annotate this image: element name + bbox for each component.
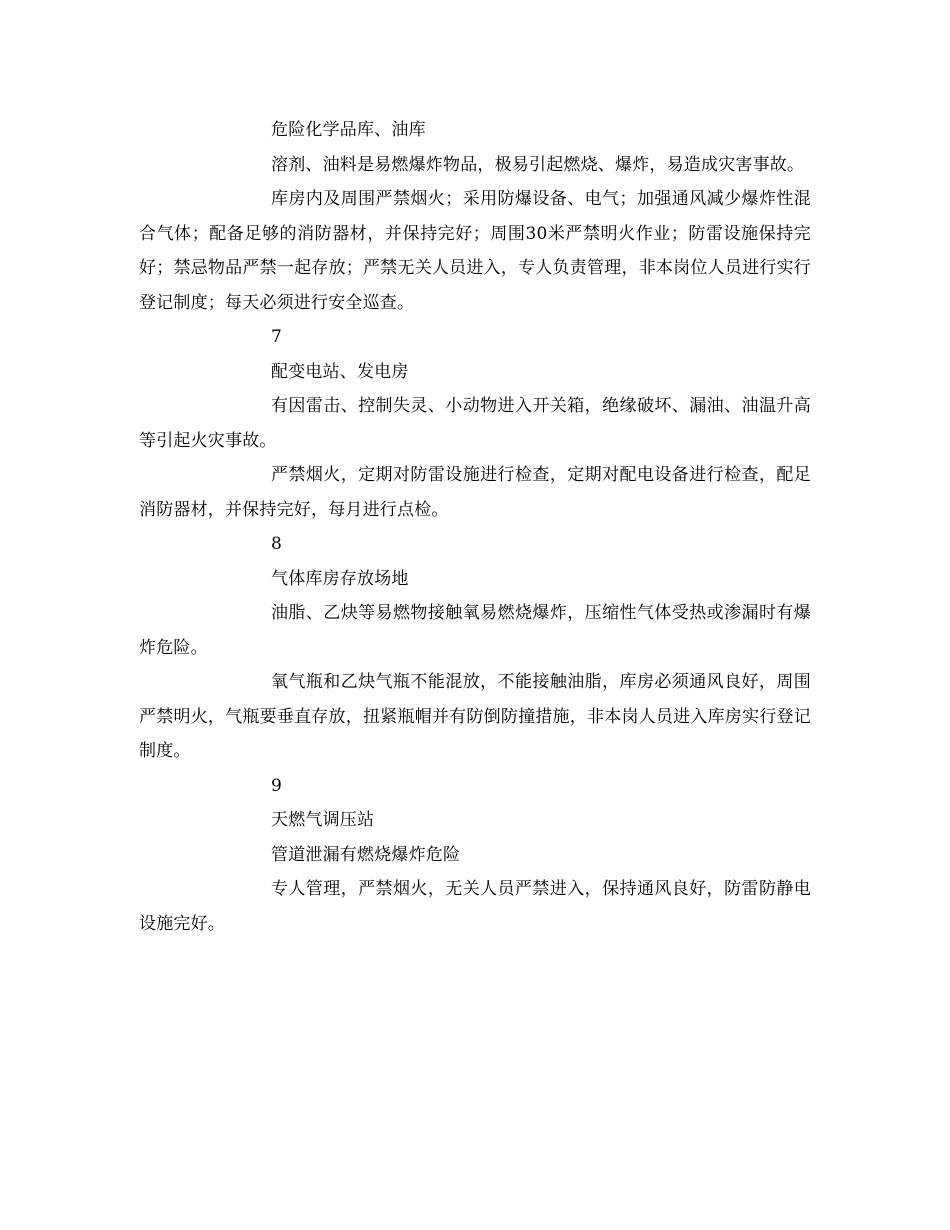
item-number: 9 — [271, 775, 283, 796]
item-number: 8 — [271, 534, 283, 554]
safety-measures: 库房内及周围严禁烟火；采用防爆设备、电气；加强通风减少爆炸性混合气体；配备足够的消防器材，并保持完好；周围30米严禁明火作业；防雷设施保持完好；禁忌物品严禁一起存放；严禁无关人员进入，专人负责管理，非本岗位人员进行实行登记制度；每天必须进行安全巡查。 — [139, 189, 811, 313]
hazard-description: 管道泄漏有燃烧爆炸危险 — [271, 844, 461, 865]
hazard-description: 油脂、乙炔等易燃物接触氧易燃烧爆炸，压缩性气体受热或渗漏时有爆炸危险。 — [139, 603, 811, 658]
hazard-description: 有因雷击、控制失灵、小动物进入开关箱，绝缘破坏、漏油、油温升高等引起火灾事故。 — [139, 396, 811, 451]
item-number: 7 — [271, 327, 283, 347]
section-title-gas-storage: 气体库房存放场地 — [271, 568, 409, 589]
document-body — [139, 113, 811, 941]
hazard-description: 溶剂、油料是易燃爆炸物品，极易引起燃烧、爆炸，易造成灾害事故。 — [271, 154, 805, 175]
safety-measures: 严禁烟火，定期对防雷设施进行检查，定期对配电设备进行检查，配足消防器材，并保持完好，每月进行点检。 — [139, 465, 811, 520]
safety-measures: 专人管理，严禁烟火，无关人员严禁进入，保持通风良好，防雷防静电设施完好。 — [139, 879, 811, 934]
section-title-gas-regulator-station: 天燃气调压站 — [271, 810, 375, 830]
section-title-hazchem-oil-depot: 危险化学品库、油库 — [271, 120, 426, 140]
safety-measures: 氧气瓶和乙炔气瓶不能混放，不能接触油脂，库房必须通风良好，周围严禁明火，气瓶要垂直存放，扭紧瓶帽并有防倒防撞措施，非本岗人员进入库房实行登记制度。 — [139, 672, 811, 761]
section-title-substation: 配变电站、发电房 — [271, 361, 409, 382]
